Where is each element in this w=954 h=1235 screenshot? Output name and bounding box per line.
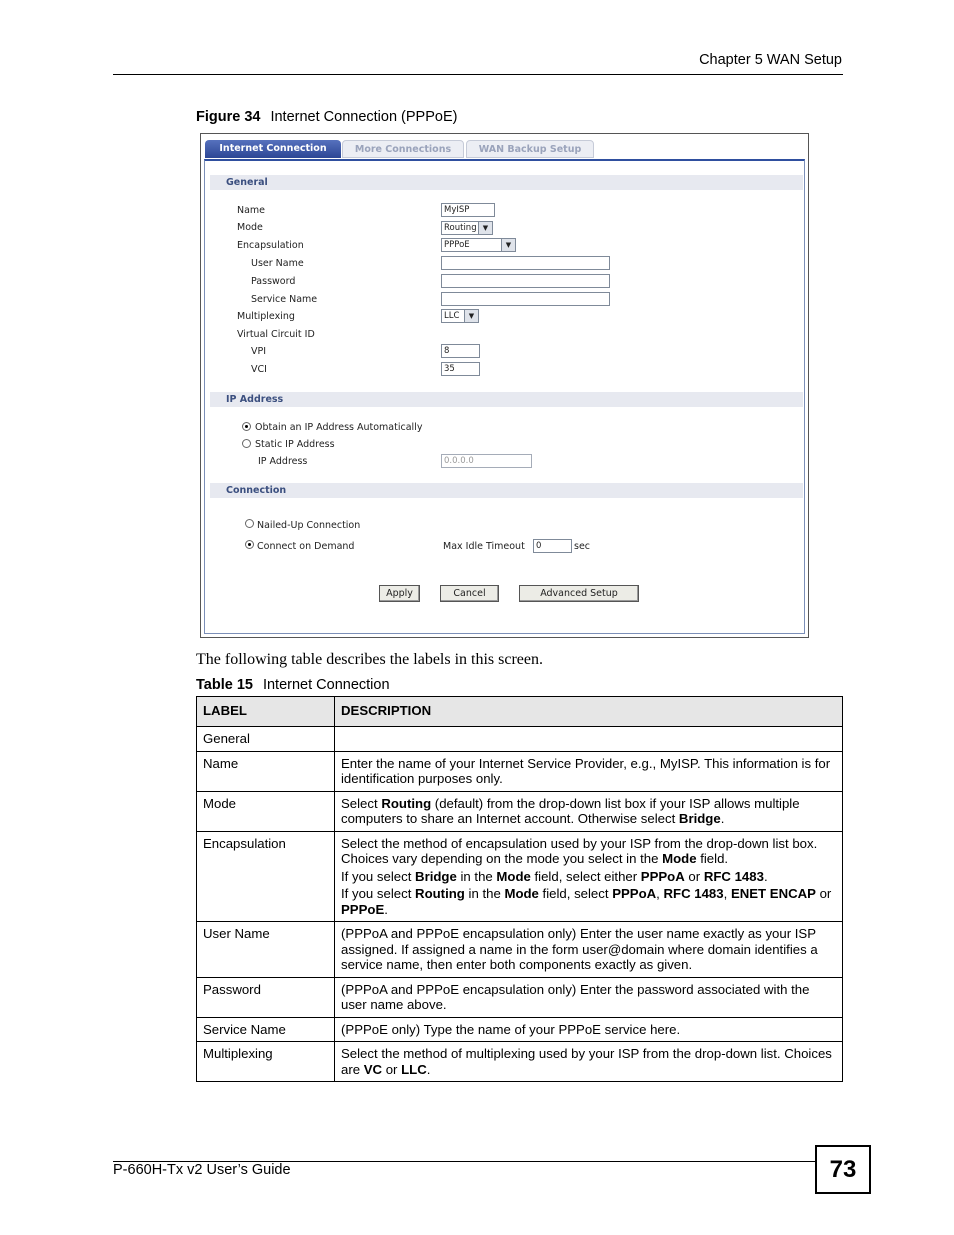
page-number: 73 (815, 1145, 871, 1194)
static-ip-label: Static IP Address (255, 439, 335, 450)
row-label: Password (197, 977, 335, 1017)
mode-label: Mode (237, 222, 263, 233)
screenshot-panel (200, 133, 809, 638)
section-ip-address: IP Address (210, 392, 803, 407)
table-row (197, 831, 843, 922)
connect-on-demand-label: Connect on Demand (257, 541, 355, 552)
row-label: User Name (197, 922, 335, 978)
row-description: Select Routing (default) from the drop-down list box if your ISP allows multiple computers to share an Internet account. Otherwise select Bridge. (335, 791, 843, 831)
service-name-input[interactable] (441, 292, 610, 306)
sec-unit-label: sec (574, 541, 591, 552)
row-label: Mode (197, 791, 335, 831)
row-label: Encapsulation (197, 831, 335, 922)
body-paragraph: The following table describes the labels in this screen. (196, 651, 544, 668)
encapsulation-select[interactable] (441, 238, 516, 252)
encapsulation-label: Encapsulation (237, 240, 304, 251)
row-description (335, 727, 843, 752)
ip-address-label: IP Address (258, 456, 308, 467)
static-ip-radio[interactable] (242, 439, 251, 448)
row-description: Select the method of encapsulation used by your ISP from the drop-down list box. Choices vary depending on the mode you select in the Mode field. If you select Bridge in the Mode field, select either PPPoA or RFC 1483. If you select Routing in the Mode field, select PPPoA, RFC 1483, ENET ENCAP or PPPoE. (335, 831, 843, 922)
row-label: Service Name (197, 1017, 335, 1042)
section-connection: Connection (210, 483, 803, 498)
row-description: (PPPoA and PPPoE encapsulation only) Enter the user name exactly as your ISP assigned. If assigned a name in the form user@domain where domain identifies a service name, then enter both components exactly as given. (335, 922, 843, 978)
table-title: Internet Connection (262, 677, 390, 693)
row-description: Select the method of multiplexing used by your ISP from the drop-down list. Choices are VC or LLC. (335, 1042, 843, 1082)
user-name-label: User Name (251, 258, 304, 269)
table-caption (196, 677, 390, 693)
chapter-title: Chapter 5 WAN Setup (699, 52, 842, 68)
vci-input[interactable]: 35 (441, 362, 480, 376)
table-number: Table 15 (196, 677, 253, 693)
multiplexing-select[interactable] (441, 309, 479, 323)
name-input[interactable]: MyISP (441, 203, 495, 217)
service-name-label: Service Name (251, 294, 318, 305)
footer-guide-title: P-660H-Tx v2 User’s Guide (113, 1162, 291, 1178)
mode-select[interactable] (441, 221, 493, 235)
table-row (197, 751, 843, 791)
vpi-input[interactable]: 8 (441, 344, 480, 358)
row-label: Multiplexing (197, 1042, 335, 1082)
table-row (197, 922, 843, 978)
cancel-button[interactable]: Cancel (440, 585, 499, 602)
table-row (197, 1042, 843, 1082)
figure-number: Figure 34 (196, 109, 261, 125)
table-row (197, 791, 843, 831)
chevron-down-icon: ▼ (464, 310, 478, 322)
password-input[interactable] (441, 274, 610, 288)
tab-wan-backup-setup[interactable]: WAN Backup Setup (466, 140, 594, 158)
chevron-down-icon: ▼ (478, 222, 492, 234)
row-label: Name (197, 751, 335, 791)
table-row (197, 1017, 843, 1042)
ip-address-input[interactable]: 0.0.0.0 (441, 454, 532, 468)
obtain-ip-label: Obtain an IP Address Automatically (255, 422, 423, 433)
user-name-input[interactable] (441, 256, 610, 270)
name-label: Name (237, 205, 266, 216)
max-idle-timeout-label: Max Idle Timeout (443, 541, 525, 552)
tab-more-connections[interactable]: More Connections (342, 140, 464, 158)
row-description: Enter the name of your Internet Service Provider, e.g., MyISP. This information is for identification purposes only. (335, 751, 843, 791)
multiplexing-value: LLC (444, 311, 460, 321)
chevron-down-icon: ▼ (501, 239, 515, 251)
apply-button[interactable]: Apply (379, 585, 420, 602)
nailed-up-radio[interactable] (245, 519, 254, 528)
row-label: General (197, 727, 335, 752)
tab-internet-connection[interactable]: Internet Connection (205, 140, 341, 158)
description-table (196, 696, 843, 1082)
encapsulation-value: PPPoE (444, 240, 470, 250)
row-description: (PPPoE only) Type the name of your PPPoE service here. (335, 1017, 843, 1042)
obtain-ip-radio[interactable] (242, 422, 251, 431)
table-row (197, 977, 843, 1017)
row-description: (PPPoA and PPPoE encapsulation only) Enter the password associated with the user name above. (335, 977, 843, 1017)
table-row (197, 727, 843, 752)
max-idle-timeout-input[interactable]: 0 (533, 539, 572, 553)
header-label: LABEL (197, 697, 335, 727)
nailed-up-label: Nailed-Up Connection (257, 520, 361, 531)
section-general: General (210, 175, 803, 190)
multiplexing-label: Multiplexing (237, 311, 295, 322)
password-label: Password (251, 276, 296, 287)
table-header-row (197, 697, 843, 727)
header-description: DESCRIPTION (335, 697, 843, 727)
connect-on-demand-radio[interactable] (245, 540, 254, 549)
vpi-label: VPI (251, 346, 267, 357)
figure-title: Internet Connection (PPPoE) (270, 109, 458, 125)
mode-value: Routing (444, 223, 477, 233)
figure-caption (196, 109, 457, 125)
header-rule (113, 74, 843, 75)
virtual-circuit-label: Virtual Circuit ID (237, 329, 315, 340)
vci-label: VCI (251, 364, 267, 375)
advanced-setup-button[interactable]: Advanced Setup (519, 585, 639, 602)
